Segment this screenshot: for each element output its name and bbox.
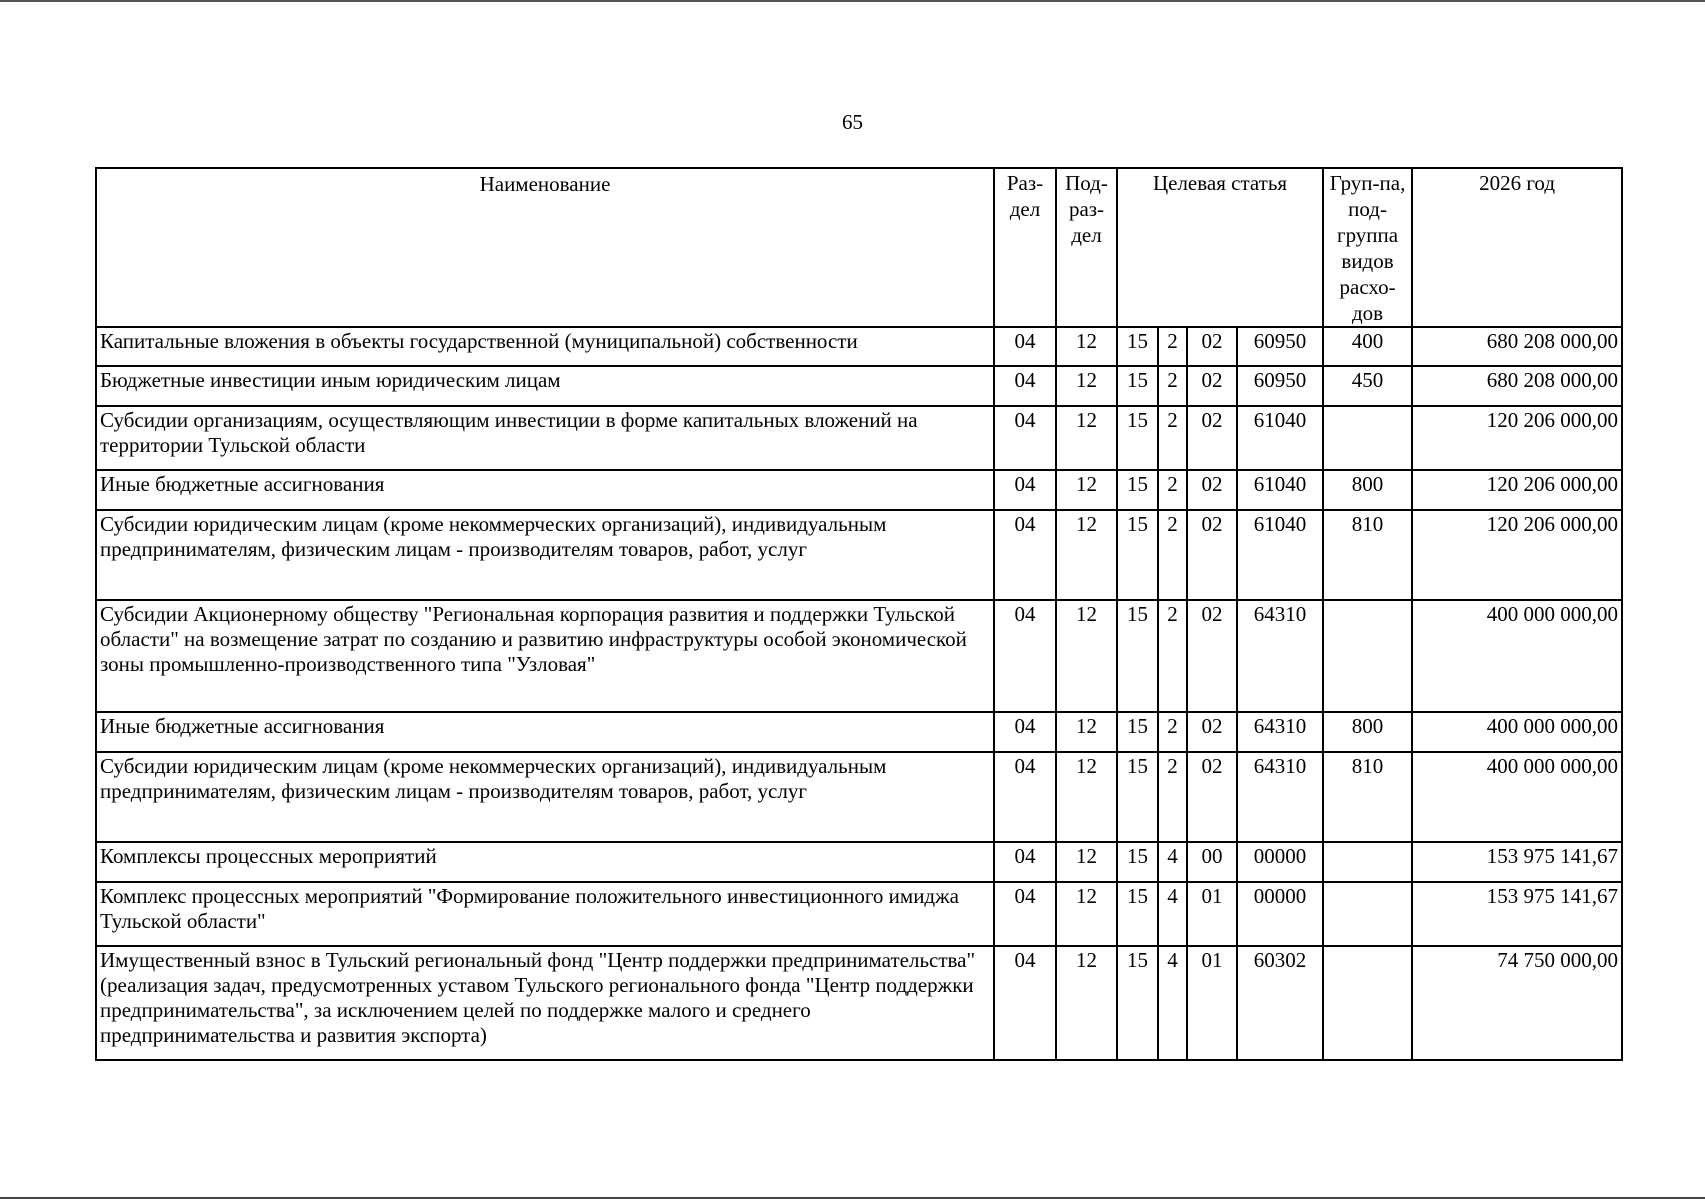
podrazdel-cell: 12: [1056, 510, 1117, 600]
target-code-cell: 64310: [1237, 600, 1323, 712]
razdel-cell: 04: [994, 470, 1056, 510]
podrazdel-cell: 12: [1056, 946, 1117, 1060]
target-event-cell: 01: [1187, 946, 1237, 1060]
target-subprogram-cell: 2: [1158, 406, 1187, 470]
target-event-cell: 02: [1187, 470, 1237, 510]
expense-group-cell: 810: [1323, 752, 1412, 842]
table-body: [96, 327, 1622, 1060]
table-row: [96, 752, 1622, 842]
target-subprogram-cell: 4: [1158, 946, 1187, 1060]
amount-cell: 153 975 141,67: [1412, 882, 1622, 946]
target-program-cell: 15: [1117, 327, 1158, 366]
target-code-cell: 60950: [1237, 327, 1323, 366]
amount-cell: 120 206 000,00: [1412, 470, 1622, 510]
target-program-cell: 15: [1117, 366, 1158, 406]
podrazdel-cell: 12: [1056, 406, 1117, 470]
target-code-cell: 61040: [1237, 470, 1323, 510]
amount-cell: 680 208 000,00: [1412, 327, 1622, 366]
header-year: 2026 год: [1412, 168, 1622, 327]
target-code-cell: 60950: [1237, 366, 1323, 406]
row-name: Комплексы процессных мероприятий: [96, 842, 994, 882]
razdel-cell: 04: [994, 600, 1056, 712]
podrazdel-cell: 12: [1056, 366, 1117, 406]
table-row: [96, 712, 1622, 752]
row-name: Иные бюджетные ассигнования: [96, 712, 994, 752]
target-code-cell: 00000: [1237, 842, 1323, 882]
expense-group-cell: [1323, 600, 1412, 712]
amount-cell: 74 750 000,00: [1412, 946, 1622, 1060]
header-expense-group: Груп-па, под-группа видов расхо-дов: [1323, 168, 1412, 327]
target-event-cell: 02: [1187, 712, 1237, 752]
podrazdel-cell: 12: [1056, 600, 1117, 712]
table-row: [96, 327, 1622, 366]
target-event-cell: 02: [1187, 406, 1237, 470]
target-subprogram-cell: 2: [1158, 366, 1187, 406]
razdel-cell: 04: [994, 842, 1056, 882]
expense-group-cell: [1323, 406, 1412, 470]
bottom-rule: [0, 1197, 1705, 1199]
target-program-cell: 15: [1117, 600, 1158, 712]
target-program-cell: 15: [1117, 842, 1158, 882]
table-row: [96, 842, 1622, 882]
target-program-cell: 15: [1117, 712, 1158, 752]
header-podrazdel: Под-раз-дел: [1056, 168, 1117, 327]
row-name: Субсидии юридическим лицам (кроме некоммерческих организаций), индивидуальным предпринимателям, физическим лицам - производителям товаров, работ, услуг: [96, 510, 994, 600]
expense-group-cell: [1323, 882, 1412, 946]
target-event-cell: 00: [1187, 842, 1237, 882]
budget-table: [95, 167, 1623, 1061]
razdel-cell: 04: [994, 510, 1056, 600]
target-program-cell: 15: [1117, 882, 1158, 946]
table-row: [96, 600, 1622, 712]
target-code-cell: 64310: [1237, 712, 1323, 752]
header-name: Наименование: [96, 168, 994, 327]
expense-group-cell: [1323, 946, 1412, 1060]
table-row: [96, 510, 1622, 600]
target-subprogram-cell: 2: [1158, 327, 1187, 366]
table-row: [96, 882, 1622, 946]
target-program-cell: 15: [1117, 946, 1158, 1060]
target-event-cell: 02: [1187, 510, 1237, 600]
target-code-cell: 61040: [1237, 406, 1323, 470]
podrazdel-cell: 12: [1056, 752, 1117, 842]
row-name: Имущественный взнос в Тульский региональный фонд "Центр поддержки предпринимательства" (реализация задач, предусмотренных уставом Тульского регионального фонда "Центр поддержки предпринимательства", за исключением целей по поддержке малого и среднего предпринимательства и развития экспорта): [96, 946, 994, 1060]
amount-cell: 680 208 000,00: [1412, 366, 1622, 406]
row-name: Субсидии юридическим лицам (кроме некоммерческих организаций), индивидуальным предпринимателям, физическим лицам - производителям товаров, работ, услуг: [96, 752, 994, 842]
razdel-cell: 04: [994, 946, 1056, 1060]
expense-group-cell: 800: [1323, 470, 1412, 510]
table-row: [96, 366, 1622, 406]
expense-group-cell: [1323, 842, 1412, 882]
target-code-cell: 60302: [1237, 946, 1323, 1060]
amount-cell: 400 000 000,00: [1412, 712, 1622, 752]
target-subprogram-cell: 2: [1158, 712, 1187, 752]
row-name: Субсидии Акционерному обществу "Региональная корпорация развития и поддержки Тульской области" на возмещение затрат по созданию и развитию инфраструктуры особой экономической зоны промышленно-производственного типа "Узловая": [96, 600, 994, 712]
amount-cell: 400 000 000,00: [1412, 600, 1622, 712]
target-program-cell: 15: [1117, 406, 1158, 470]
amount-cell: 120 206 000,00: [1412, 510, 1622, 600]
razdel-cell: 04: [994, 366, 1056, 406]
target-code-cell: 00000: [1237, 882, 1323, 946]
row-name: Комплекс процессных мероприятий "Формирование положительного инвестиционного имиджа Тульской области": [96, 882, 994, 946]
razdel-cell: 04: [994, 882, 1056, 946]
podrazdel-cell: 12: [1056, 327, 1117, 366]
row-name: Иные бюджетные ассигнования: [96, 470, 994, 510]
target-event-cell: 01: [1187, 882, 1237, 946]
target-subprogram-cell: 2: [1158, 470, 1187, 510]
header-razdel: Раз-дел: [994, 168, 1056, 327]
table-row: [96, 470, 1622, 510]
target-event-cell: 02: [1187, 752, 1237, 842]
razdel-cell: 04: [994, 752, 1056, 842]
target-event-cell: 02: [1187, 600, 1237, 712]
razdel-cell: 04: [994, 406, 1056, 470]
target-subprogram-cell: 4: [1158, 882, 1187, 946]
target-event-cell: 02: [1187, 366, 1237, 406]
table-header-row: [96, 168, 1622, 327]
razdel-cell: 04: [994, 712, 1056, 752]
podrazdel-cell: 12: [1056, 470, 1117, 510]
podrazdel-cell: 12: [1056, 712, 1117, 752]
target-subprogram-cell: 2: [1158, 600, 1187, 712]
podrazdel-cell: 12: [1056, 882, 1117, 946]
table-row: [96, 946, 1622, 1060]
amount-cell: 153 975 141,67: [1412, 842, 1622, 882]
target-subprogram-cell: 2: [1158, 752, 1187, 842]
target-subprogram-cell: 4: [1158, 842, 1187, 882]
table-row: [96, 406, 1622, 470]
expense-group-cell: 450: [1323, 366, 1412, 406]
expense-group-cell: 400: [1323, 327, 1412, 366]
page-number: 65: [842, 110, 863, 134]
target-program-cell: 15: [1117, 510, 1158, 600]
podrazdel-cell: 12: [1056, 842, 1117, 882]
expense-group-cell: 810: [1323, 510, 1412, 600]
row-name: Субсидии организациям, осуществляющим инвестиции в форме капитальных вложений на территории Тульской области: [96, 406, 994, 470]
header-target-article: Целевая статья: [1117, 168, 1323, 327]
amount-cell: 400 000 000,00: [1412, 752, 1622, 842]
amount-cell: 120 206 000,00: [1412, 406, 1622, 470]
target-code-cell: 64310: [1237, 752, 1323, 842]
target-program-cell: 15: [1117, 470, 1158, 510]
target-subprogram-cell: 2: [1158, 510, 1187, 600]
expense-group-cell: 800: [1323, 712, 1412, 752]
row-name: Бюджетные инвестиции иным юридическим лицам: [96, 366, 994, 406]
target-code-cell: 61040: [1237, 510, 1323, 600]
razdel-cell: 04: [994, 327, 1056, 366]
top-rule: [0, 0, 1705, 2]
row-name: Капитальные вложения в объекты государственной (муниципальной) собственности: [96, 327, 994, 366]
target-event-cell: 02: [1187, 327, 1237, 366]
target-program-cell: 15: [1117, 752, 1158, 842]
